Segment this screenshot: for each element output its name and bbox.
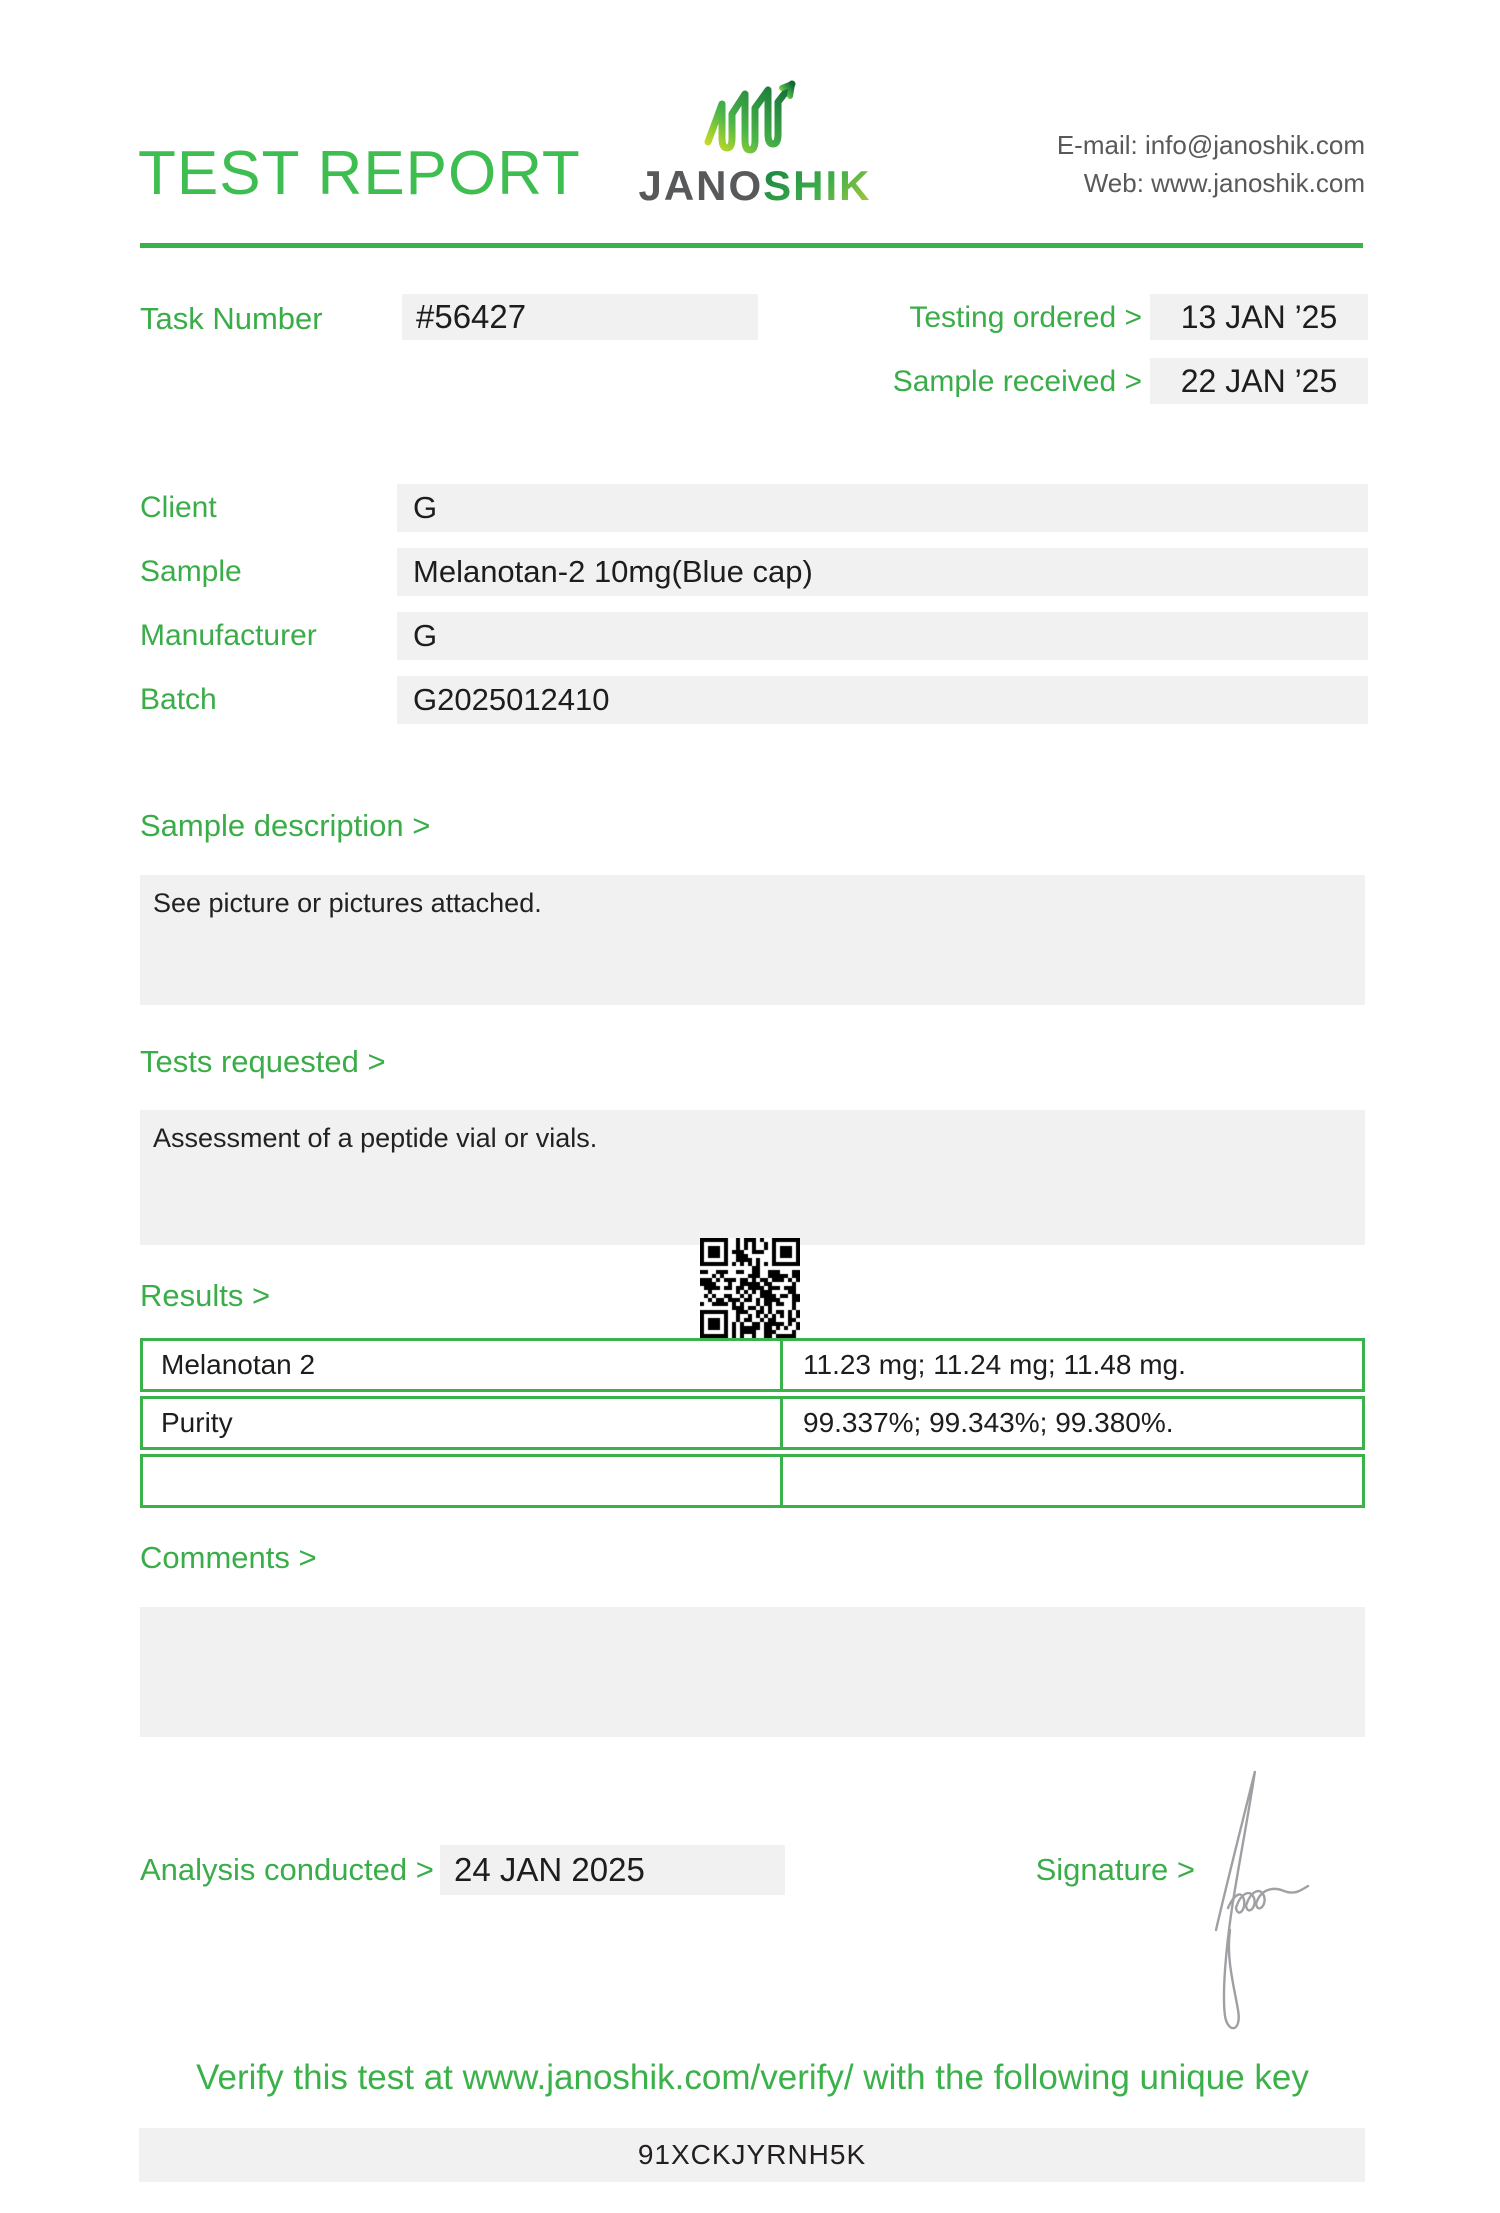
contact-web: Web: www.janoshik.com [1083, 168, 1365, 198]
comments-box [140, 1607, 1365, 1737]
contact-info [1057, 126, 1365, 202]
sample-received-box [1150, 358, 1368, 404]
sample-description-heading: Sample description > [140, 808, 431, 843]
result-name: Purity [143, 1399, 783, 1447]
manufacturer-label: Manufacturer [140, 619, 317, 652]
analysis-date-value: 24 JAN 2025 [454, 1851, 645, 1888]
sample-description-text: See picture or pictures attached. [153, 888, 542, 918]
result-name: Melanotan 2 [143, 1341, 783, 1389]
results-table [140, 1338, 1365, 1512]
signature-image [1198, 1758, 1328, 2043]
verify-instruction: Verify this test at www.janoshik.com/verify/ with the following unique key [196, 2058, 1309, 2097]
client-label: Client [140, 491, 217, 524]
sample-box [397, 548, 1368, 596]
batch-label: Batch [140, 683, 217, 716]
analysis-date-box [440, 1845, 785, 1895]
result-name [143, 1457, 783, 1505]
tests-requested-text: Assessment of a peptide vial or vials. [153, 1123, 598, 1153]
qr-code [700, 1238, 800, 1338]
testing-ordered-value: 13 JAN ’25 [1180, 299, 1338, 335]
unique-key-value: 91XCKJYRNH5K [637, 2139, 867, 2170]
tests-requested-box [140, 1110, 1365, 1245]
brand-logo [630, 162, 880, 210]
comments-text [140, 1607, 1365, 1620]
table-row [140, 1396, 1365, 1450]
client-value: G [413, 490, 438, 525]
comments-heading: Comments > [140, 1540, 317, 1575]
task-number-label: Task Number [140, 301, 323, 336]
sample-received-label: Sample received > [892, 365, 1142, 398]
batch-value: G2025012410 [413, 682, 610, 717]
client-box [397, 484, 1368, 532]
brand-name-left: JANO [638, 162, 764, 209]
task-number-box [402, 294, 758, 340]
sample-description-box [140, 875, 1365, 1005]
analysis-conducted-label: Analysis conducted > [140, 1852, 434, 1887]
brand-name-right: SHIK [763, 162, 872, 209]
table-row [140, 1454, 1365, 1508]
results-heading: Results > [140, 1278, 271, 1313]
manufacturer-box [397, 612, 1368, 660]
manufacturer-value: G [413, 618, 438, 653]
result-value: 11.23 mg; 11.24 mg; 11.48 mg. [803, 1349, 1186, 1380]
sample-received-value: 22 JAN ’25 [1180, 363, 1338, 399]
rising-chart-icon [700, 76, 800, 160]
table-row [140, 1338, 1365, 1392]
signature-label: Signature > [1035, 1852, 1195, 1887]
page-title: TEST REPORT [138, 139, 581, 208]
header-divider [140, 243, 1363, 248]
sample-label: Sample [140, 555, 242, 588]
task-number-value: #56427 [416, 298, 527, 335]
sample-value: Melanotan-2 10mg(Blue cap) [413, 554, 813, 589]
result-value: 99.337%; 99.343%; 99.380%. [803, 1407, 1174, 1438]
result-value [783, 1457, 1362, 1505]
contact-email: E-mail: info@janoshik.com [1056, 130, 1365, 160]
testing-ordered-box [1150, 294, 1368, 340]
testing-ordered-label: Testing ordered > [909, 301, 1142, 334]
unique-key-box [139, 2128, 1365, 2182]
batch-box [397, 676, 1368, 724]
tests-requested-heading: Tests requested > [140, 1044, 386, 1079]
